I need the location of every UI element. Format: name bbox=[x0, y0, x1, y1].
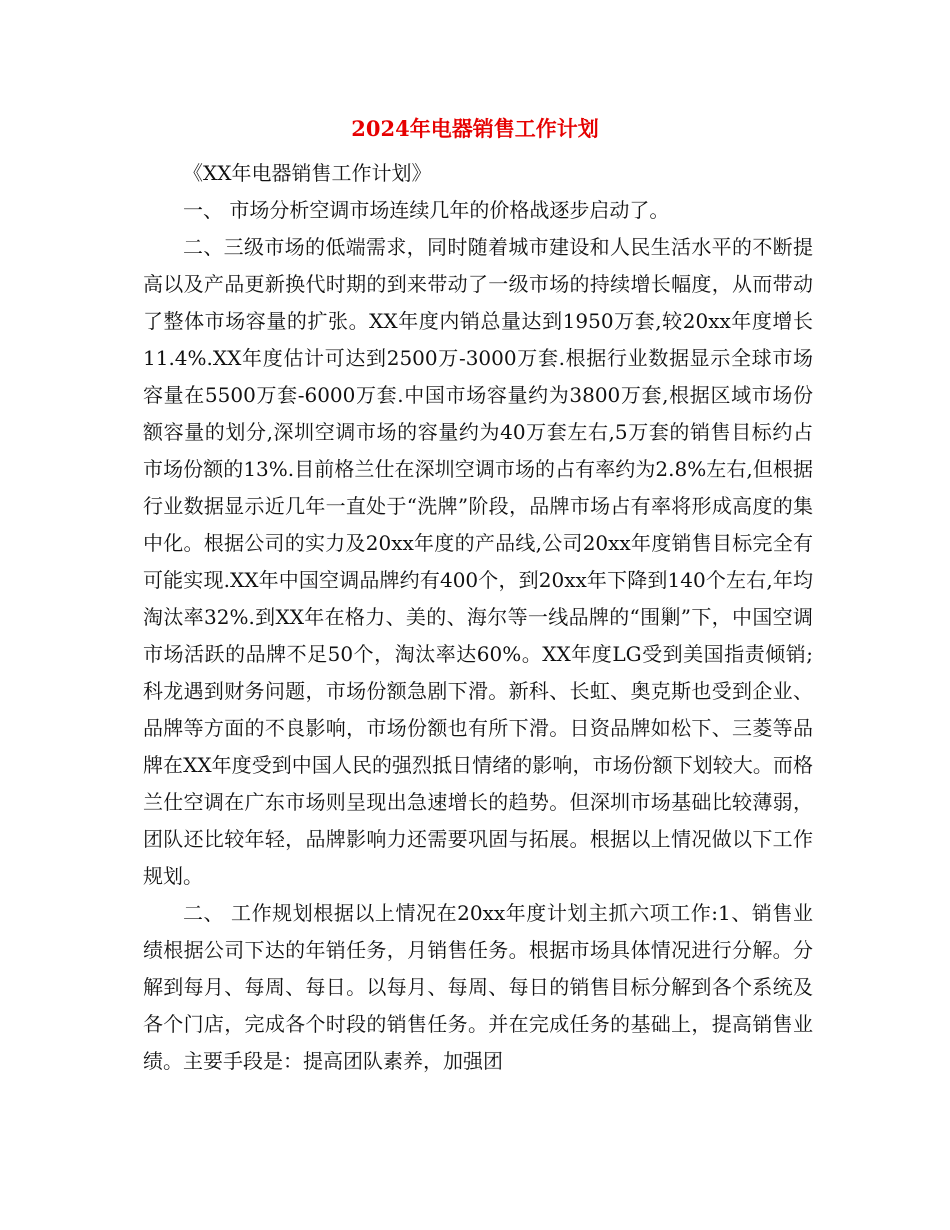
document-title: 2024年电器销售工作计划 bbox=[351, 116, 599, 141]
paragraph-work-plan: 二、 工作规划根据以上情况在20xx年度计划主抓六项工作:1、销售业绩根据公司下达的年销任务，月销售任务。根据市场具体情况进行分解。分解到每月、每周、每日。以每月、每周、每日的销售目标分解到各个系统及各个门店，完成各个时段的销售任务。并在完成任务的基础上，提高销售业绩。主要手段是：提高团队素养，加强团 bbox=[143, 901, 813, 1073]
paragraph-market-analysis: 二、三级市场的低端需求，同时随着城市建设和人民生活水平的不断提高以及产品更新换代时期的到来带动了一级市场的持续增长幅度，从而带动了整体市场容量的扩张。XX年度内销总量达到1950万套,较20xx年度增长11.4%.XX年度估计可达到2500万-3000万套.根据行业数据显示全球市场容量在5500万套-6000万套.中国市场容量约为3800万套,根据区域市场份额容量的划分,深圳空调市场的容量约为40万套左右,5万套的销售目标约占市场份额的13%.目前格兰仕在深圳空调市场的占有率约为2.8%左右,但根据行业数据显示近几年一直处于“洗牌”阶段，品牌市场占有率将形成高度的集中化。根据公司的实力及20xx年度的产品线,公司20xx年度销售目标完全有可能实现.XX年中国空调品牌约有400个，到20xx年下降到140个左右,年均淘汰率32%.到XX年在格力、美的、海尔等一线品牌的“围剿”下，中国空调市场活跃的品牌不足50个，淘汰率达60%。XX年度LG受到美国指责倾销;科龙遇到财务问题，市场份额急剧下滑。新科、长虹、奥克斯也受到企业、品牌等方面的不良影响，市场份额也有所下滑。日资品牌如松下、三菱等品牌在XX年度受到中国人民的强烈抵日情绪的影响，市场份额下划较大。而格兰仕空调在广东市场则呈现出急速增长的趋势。但深圳市场基础比较薄弱，团队还比较年轻，品牌影响力还需要巩固与拓展。根据以上情况做以下工作规划。 bbox=[143, 235, 813, 888]
paragraph-market-analysis-heading: 一、 市场分析空调市场连续几年的价格战逐步启动了。 bbox=[183, 198, 670, 222]
document-body bbox=[143, 155, 813, 1080]
paragraph-book-title: 《XX年电器销售工作计划》 bbox=[183, 161, 432, 185]
